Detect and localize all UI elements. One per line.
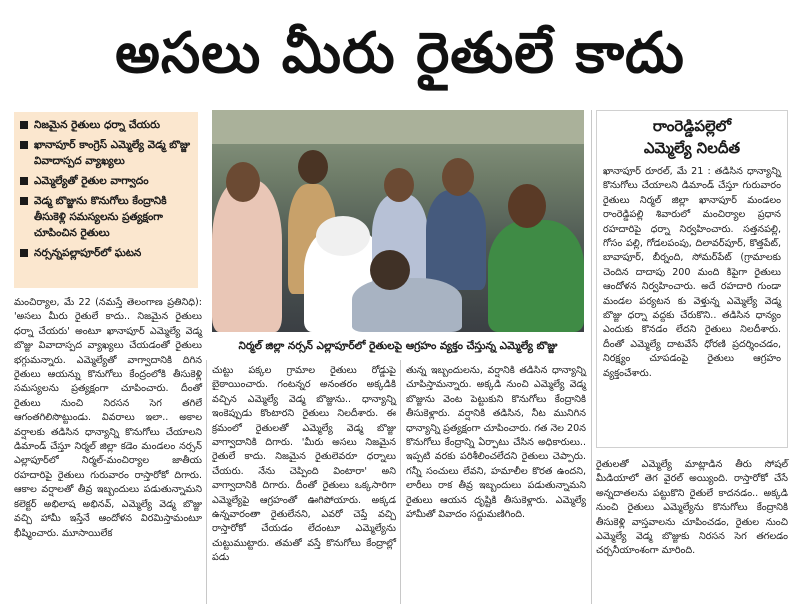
photo-background [212, 110, 584, 144]
article-column-3: తున్న ఇబ్బందులను, వర్షానికి తడిసిన ధాన్యాన్ని చూపిస్తామన్నారు. అక్కడి నుంచి ఎమ్మెల్యే వెడ్మ బొజ్జును వెంట పెట్టుకుని కొనుగోలు కేంద్రానికి తీసుకెళ్లారు. వర్షానికి తడిసిన, నీట మునిగిన ధాన్యాన్ని ప్రత్యక్షంగా చూపించారు. గత నెల 20న కొనుగోలు కేంద్రాన్ని ఏర్పాటు చేసిన అధికారులు.. ఇప్పటి వరకు పరిశీలించలేదని రైతులు చెప్పారు. గన్నీ సంచులు లేవని, హమాలీల కొరత ఉందని, లారీలు రాక తీవ్ర ఇబ్బందులు పడుతున్నామని రైతులు ఆయన దృష్టికి తీసుకెళ్లారు. ఎమ్మెల్యే హామీతో వివాదం సద్దుమణిగింది. [406, 365, 586, 521]
highlight-item [20, 117, 192, 133]
highlight-text: ఖానాపూర్ కాంగ్రెస్ ఎమ్మెల్యే వెడ్మ బొజ్జు వివాదాస్పద వ్యాఖ్యలు [34, 139, 191, 167]
photo-person [352, 278, 462, 332]
photo-person [370, 250, 410, 290]
photo-person [212, 180, 282, 332]
article-column-2: చుట్టు పక్కల గ్రామాల రైతులు రోడ్డుపై బైఠాయించారు. గంటన్నర అనంతరం అక్కడికి వచ్చిన ఎమ్మెల్యే వెడ్మ బొజ్జును.. ధాన్యాన్ని ఇంకెప్పుడు కొంటారని రైతులు నిలదీశారు. ఈ క్రమంలో రైతులతో ఎమ్మెల్యే వెడ్మ బొజ్జు వాగ్వాదానికి దిగారు. 'మీరు అసలు నిజమైన రైతులే కాదు. నిజమైన రైతులెవరూ ధర్నాలు చేయరు. నేను చెప్పింది వింటారా' అని వాగ్వాదానికి దిగారు. దీంతో రైతులు ఒక్కసారిగా ఎమ్మెల్యేపై ఆగ్రహంతో ఊగిపోయారు. అక్కడ ఉన్నవారంతా రైతులేనని, ఎవరో చెప్తే వచ్చి రాస్తారోకో చేయడం లేదంటూ ఎమ్మెల్యేను చుట్టుముట్టారు. తమతో వస్తే కొనుగోలు కేంద్రాల్లో పడు [212, 365, 396, 564]
photo-person [426, 190, 486, 290]
article-column-1: మంచిర్యాల, మే 22 (నమస్తే తెలంగాణ ప్రతినిధి): 'అసలు మీరు రైతులే కాదు.. నిజమైన రైతులు ధర్నా చేయరు' అంటూ ఖానాపూర్ ఎమ్మెల్యే వెడ్మ బొజ్జు వివాదాస్పద వ్యాఖ్యలు చేయడంతో రైతులు భగ్గుమన్నారు. ఎమ్మెల్యేతో వాగ్వాదానికి దిగిన రైతులు ఆయన్ను కొనుగోలు కేంద్రంలోకి తీసుకెళ్లి సమస్యలను ప్రత్యక్షంగా చూపించారు. దీంతో రైతులు నుంచి నిరసన సెగ తగిలే ఆగంతగిలిసొట్టుండు. వివరాలు ఇలా.. అకాల వర్షాలకు తడిసిన ధాన్యాన్ని కొనుగోలు చేయాలని డిమాండ్ చేస్తూ నిర్మల్ జిల్లా కడెం మండలం నర్సన్ ఎల్లాపూర్‌లో నిర్మల్-మంచిర్యాల జాతీయ రహదారిపై రైతులు గురువారం రాస్తారోకో దిగారు. ఆకాల వర్షాలతో తీవ్ర ఇబ్బందులు పడుతున్నామని కలెక్టర్ అభిలాష అభినవ్, ఎమ్మెల్యే వెడ్మ బొజ్జు వచ్చి హామీ ఇస్తేనే ఆందోళన విరమిస్తామంటూ భీష్మించారు. మూసాయిలేక [14, 297, 202, 539]
photo-person [508, 184, 546, 228]
highlight-text: నర్సన్నపల్లాపూర్‌లో ఘటన [34, 247, 142, 259]
side-story-title: రాంరెడ్డిపల్లెలో [652, 117, 732, 135]
column-divider [400, 360, 401, 604]
photo-person [488, 220, 584, 332]
photo-person [298, 150, 328, 184]
highlights-box [14, 112, 198, 288]
news-photo [212, 110, 584, 332]
photo-caption: నిర్మల్ జిల్లా నర్సన్ ఎల్లాపూర్‌లో రైతులపై ఆగ్రహం వ్యక్తం చేస్తున్న ఎమ్మెల్యే బొజ్జు [238, 340, 558, 352]
article-column-4: రైతులతో ఎమ్మెల్యే మాట్లాడిన తీరు సోషల్ మీడియాలో తెగ వైరల్ అయ్యింది. రాస్తారోకో చేసే అన్నదాతలను పట్టుకొని రైతులే కాదనడం.. అక్కడి నుంచి రైతులు ఎమ్మెల్యేను కొనుగోలు కేంద్రానికి తీసుకెళ్లి వాస్తవాలను చూపించడం, రైతుల నుంచి ఎమ్మెల్యే వెడ్మ బొజ్జుకు నిరసన సెగ తగలడం చర్చనీయాంశంగా మారింది. [596, 459, 788, 557]
bullet-square-icon [20, 177, 28, 185]
highlight-text: ఎమ్మెల్యేతో రైతుల వాగ్వాదం [34, 175, 149, 187]
highlight-text: నిజమైన రైతులు ధర్నా చేయరు [34, 119, 161, 131]
column-divider [591, 110, 592, 604]
highlight-item [20, 245, 192, 261]
highlight-item [20, 137, 192, 169]
photo-person [226, 162, 260, 202]
photo-person [442, 158, 474, 196]
highlight-text: వెడ్మ బొజ్జును కొనుగోలు కేంద్రానికి తీసుకెళ్లి సమస్యలను ప్రత్యక్షంగా చూపించిన రైతులు [34, 195, 167, 239]
bullet-square-icon [20, 197, 28, 205]
side-story-body: ఖానాపూర్ రూరల్, మే 21 : తడిసిన ధాన్యాన్ని కొనుగోలు చేయాలని డిమాండ్ చేస్తూ గురువారం రైతులు నిర్మల్ జిల్లా ఖానాపూర్ మండలం రాంరెడ్డిపల్లి శివారులో మంచిర్యాల ప్రధాన రహదారిపై ధర్నా నిర్వహించారు. సత్తనపల్లి, గోసం పల్లి, గోడలపంపు, దిలావర్‌పూర్, కొత్తపేట్, బావాపూర్, బీర్నంది, సోమర్‌పేట్ (గ్రామాలకు చెందిన దాదాపు 200 మంది కిపైగా రైతులు ఆందోళన నిర్వహించారు. అదే రహదారి గుండా మండల పర్యటన కు వెళ్తున్న ఎమ్మెల్యే వెడ్మ బొజ్జు ధర్నా వద్దకు చేరుకొని.. తడిసిన ధాన్యం ఎందుకు కొనడం లేదని రైతులు నిలదీశారు. దీంతో ఎమ్మెల్యే దాటవేసే ధోరణి ప్రదర్శించడం, నిరక్ష్యం చూపడంపై రైతులు ఆగ్రహం వ్యక్తంచేశారు. [603, 166, 781, 379]
photo-person [384, 168, 414, 202]
side-story-subtitle: ఎమ్మెల్యే నిలదీత [643, 139, 741, 157]
side-story [596, 110, 788, 448]
bullet-square-icon [20, 121, 28, 129]
highlight-item [20, 193, 192, 241]
bullet-square-icon [20, 141, 28, 149]
headline: అసలు మీరు రైతులే కాదు [115, 21, 685, 86]
highlight-item [20, 173, 192, 189]
bullet-square-icon [20, 249, 28, 257]
photo-person [316, 216, 370, 256]
column-divider [206, 360, 207, 604]
